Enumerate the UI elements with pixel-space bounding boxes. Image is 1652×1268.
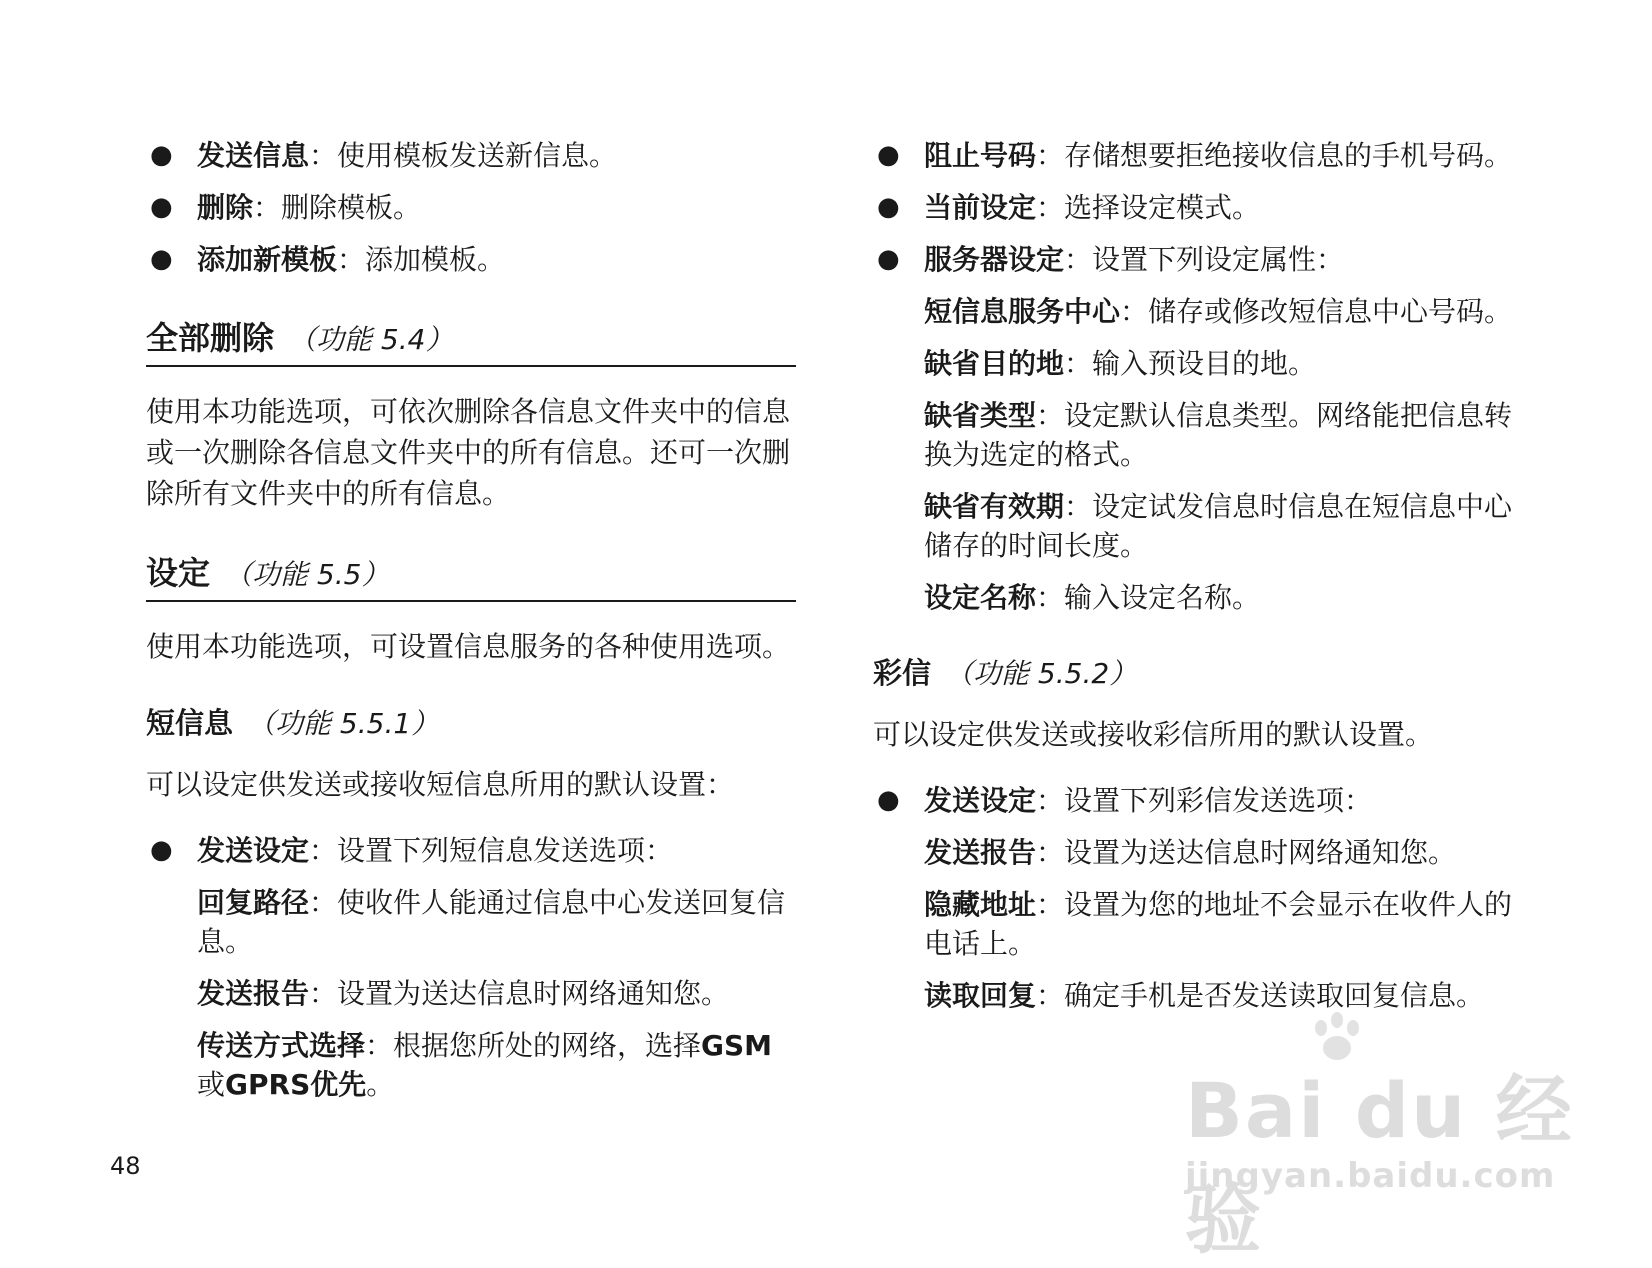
list-item: ● 发送设定：设置下列短信息发送选项： <box>146 831 796 870</box>
list-item: ● 发送信息：使用模板发送新信息。 <box>146 136 796 175</box>
sub-item: 隐藏地址：设置为您的地址不会显示在收件人的电话上。 <box>924 888 1513 960</box>
watermark-url: jingyan.baidu.com <box>1185 1156 1556 1196</box>
list-item: ● 服务器设定：设置下列设定属性： <box>873 240 1523 279</box>
bullet-icon: ● <box>150 140 173 170</box>
bullet-icon: ● <box>150 835 173 865</box>
section-heading-settings: 设定 （功能 5.5） <box>146 548 796 602</box>
watermark <box>1185 1050 1625 1264</box>
sub-item: 设定名称：输入设定名称。 <box>924 581 1261 614</box>
bullet-icon: ● <box>877 244 900 274</box>
bullet-icon: ● <box>877 192 900 222</box>
list-item: ● 当前设定：选择设定模式。 <box>873 188 1523 227</box>
sub-item: 缺省有效期：设定试发信息时信息在短信息中心储存的时间长度。 <box>924 490 1513 562</box>
right-column <box>873 136 1523 1028</box>
sub-item: 传送方式选择：根据您所处的网络，选择GSM或GPRS优先。 <box>197 1029 773 1101</box>
sub-item: 读取回复：确定手机是否发送读取回复信息。 <box>924 979 1485 1012</box>
subsection-heading-sms: 短信息 （功能 5.5.1） <box>146 706 440 740</box>
list-item: ● 添加新模板：添加模板。 <box>146 240 796 279</box>
paragraph: 可以设定供发送或接收彩信所用的默认设置。 <box>873 718 1434 751</box>
paragraph: 使用本功能选项，可设置信息服务的各种使用选项。 <box>146 630 791 663</box>
sub-item: 缺省类型：设定默认信息类型。网络能把信息转换为选定的格式。 <box>924 399 1513 471</box>
list-item: ● 发送设定：设置下列彩信发送选项： <box>873 781 1523 820</box>
sub-item: 发送报告：设置为送达信息时网络通知您。 <box>197 977 730 1010</box>
bullet-icon: ● <box>877 140 900 170</box>
sub-item: 发送报告：设置为送达信息时网络通知您。 <box>924 836 1457 869</box>
watermark-logo: Bai du 经验 <box>1185 1066 1574 1264</box>
subsection-heading-mms: 彩信 （功能 5.5.2） <box>873 656 1138 690</box>
bullet-icon: ● <box>150 244 173 274</box>
page-number: 48 <box>110 1152 141 1180</box>
sub-item: 回复路径：使收件人能通过信息中心发送回复信息。 <box>197 886 786 958</box>
paragraph: 使用本功能选项，可依次删除各信息文件夹中的信息或一次删除各信息文件夹中的所有信息。还可一次删除所有文件夹中的所有信息。 <box>146 395 791 510</box>
list-item: ● 阻止号码：存储想要拒绝接收信息的手机号码。 <box>873 136 1523 175</box>
paragraph: 可以设定供发送或接收短信息所用的默认设置： <box>146 768 735 801</box>
sub-item: 缺省目的地：输入预设目的地。 <box>924 347 1317 380</box>
bullet-icon: ● <box>877 785 900 815</box>
list-item: ● 删除：删除模板。 <box>146 188 796 227</box>
left-column <box>146 136 796 1117</box>
sub-item: 短信息服务中心：储存或修改短信息中心号码。 <box>924 295 1513 328</box>
bullet-icon: ● <box>150 192 173 222</box>
section-heading-delete-all: 全部删除 （功能 5.4） <box>146 313 796 367</box>
